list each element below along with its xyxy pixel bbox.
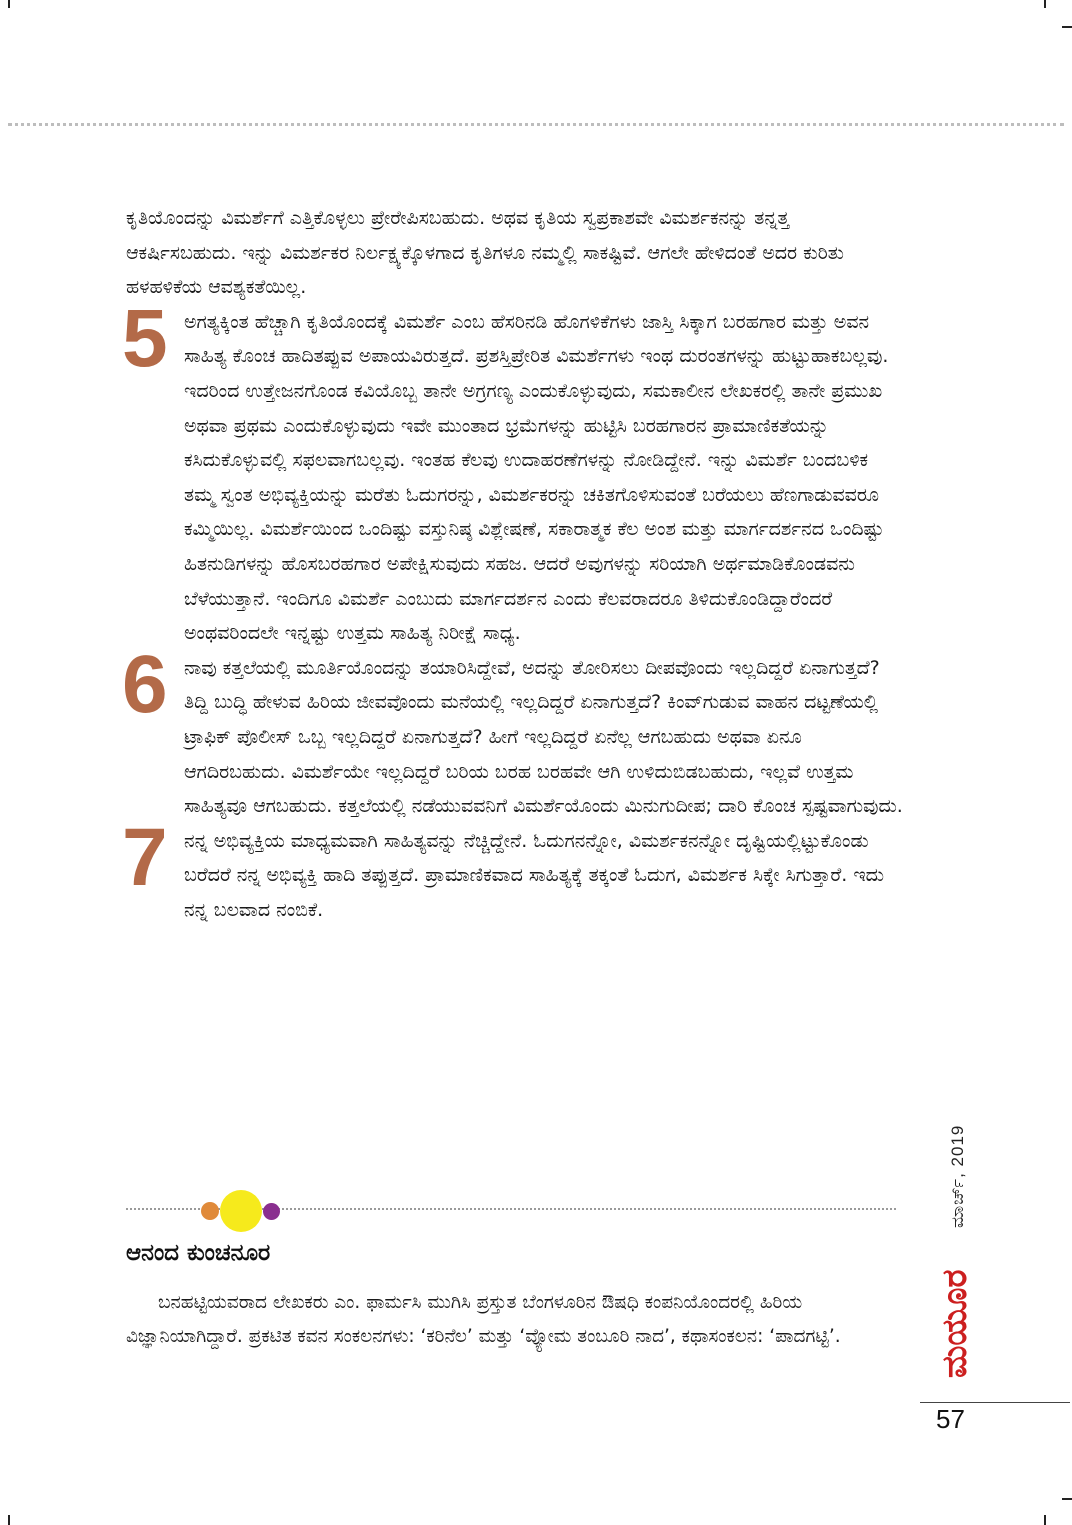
section-6 xyxy=(122,638,904,824)
section-text: ನನ್ನ ಅಭಿವ್ಯಕ್ತಿಯ ಮಾಧ್ಯಮವಾಗಿ ಸಾಹಿತ್ಯವನ್ನು ನೆಚ್ಚಿದ್ದೇನೆ. ಓದುಗನನ್ನೋ, ವಿಮರ್ಶಕನನ್ನೋ ದೃಷ್ಟಿಯಲ್ಲಿಟ್ಟುಕೊಂಡು ಬರೆದರೆ ನನ್ನ ಅಭಿವ್ಯಕ್ತಿ ಹಾದಿ ತಪ್ಪುತ್ತದೆ. ಪ್ರಾಮಾಣಿಕವಾದ ಸಾಹಿತ್ಯಕ್ಕೆ ತಕ್ಕಂತೆ ಓದುಗ, ವಿಮರ್ಶಕ ಸಿಕ್ಕೇ ಸಿಗುತ್ತಾರೆ. ಇದು ನನ್ನ ಬಲವಾದ ನಂಬಿಕೆ. xyxy=(184,829,884,921)
article-body xyxy=(122,201,904,927)
top-dotted-rule xyxy=(8,123,1064,126)
page-number: 57 xyxy=(936,1404,965,1434)
section-number: 6 xyxy=(122,638,168,730)
magazine-brand: ಮಯೂರ xyxy=(935,1269,975,1378)
purple-dot-icon xyxy=(263,1203,280,1220)
crop-mark-top-left xyxy=(8,0,10,8)
page-number-rule xyxy=(920,1402,1070,1403)
author-name: ಆನಂದ ಕುಂಚನೂರ xyxy=(126,1240,271,1266)
intro-paragraph: ಕೃತಿಯೊಂದನ್ನು ವಿಮರ್ಶೆಗೆ ಎತ್ತಿಕೊಳ್ಳಲು ಪ್ರೇರೇಪಿಸಬಹುದು. ಅಥವ ಕೃತಿಯ ಸ್ವಪ್ರಕಾಶವೇ ವಿಮರ್ಶಕನನ್ನು ತನ್ನತ್ತ ಆಕರ್ಷಿಸಬಹುದು. ಇನ್ನು ವಿಮರ್ಶಕರ ನಿರ್ಲಕ್ಷ್ಯಕ್ಕೊಳಗಾದ ಕೃತಿಗಳೂ ನಮ್ಮಲ್ಲಿ ಸಾಕಷ್ಟಿವೆ. ಆಗಲೇ ಹೇಳಿದಂತೆ ಅದರ ಕುರಿತು ಹಳಹಳಿಕೆಯ ಆವಶ್ಯಕತೆಯಿಲ್ಲ. xyxy=(126,207,844,299)
section-text: ನಾವು ಕತ್ತಲೆಯಲ್ಲಿ ಮೂರ್ತಿಯೊಂದನ್ನು ತಯಾರಿಸಿದ್ದೇವೆ, ಅದನ್ನು ತೋರಿಸಲು ದೀಪವೊಂದು ಇಲ್ಲದಿದ್ದರೆ ಏನಾಗುತ್ತದೆ? ತಿದ್ದಿ ಬುದ್ಧಿ ಹೇಳುವ ಹಿರಿಯ ಜೀವವೊಂದು ಮನೆಯಲ್ಲಿ ಇಲ್ಲದಿದ್ದರೆ ಏನಾಗುತ್ತದೆ? ಕಿಂವ್‌ಗುಡುವ ವಾಹನ ದಟ್ಟಣೆಯಲ್ಲಿ ಟ್ರಾಫಿಕ್ ಪೊಲೀಸ್ ಒಬ್ಬ ಇಲ್ಲದಿದ್ದರೆ ಏನಾಗುತ್ತದೆ? ಹೀಗೆ ಇಲ್ಲದಿದ್ದರೆ ಏನೆಲ್ಲ ಆಗಬಹುದು ಅಥವಾ ಏನೂ ಆಗದಿರಬಹುದು. ವಿಮರ್ಶೆಯೇ ಇಲ್ಲದಿದ್ದರೆ ಬರಿಯ ಬರಹ ಬರಹವೇ ಆಗಿ ಉಳಿದುಬಿಡಬಹುದು, ಇಲ್ಲವೆ ಉತ್ತಮ ಸಾಹಿತ್ಯವೂ ಆಗಬಹುದು. ಕತ್ತಲೆಯಲ್ಲಿ ನಡೆಯುವವನಿಗೆ ವಿಮರ್ಶೆಯೊಂದು ಮಿನುಗುದೀಪ; ದಾರಿ ಕೊಂಚ ಸ್ಪಷ್ಟವಾಗುವುದು. xyxy=(184,656,903,818)
section-5 xyxy=(122,292,904,651)
crop-mark-bottom-right xyxy=(1044,1515,1046,1525)
section-7 xyxy=(122,811,904,928)
crop-mark-bottom-left xyxy=(8,1515,10,1525)
orange-dot-icon xyxy=(201,1202,219,1220)
crop-mark-right-top xyxy=(1062,26,1072,28)
section-number: 5 xyxy=(122,292,168,384)
issue-date: ಮಾರ್ಚ್, 2019 xyxy=(948,1124,967,1228)
section-number: 7 xyxy=(122,811,168,903)
author-bio: ಬನಹಟ್ಟಿಯವರಾದ ಲೇಖಕರು ಎಂ. ಫಾರ್ಮಸಿ ಮುಗಿಸಿ ಪ್ರಸ್ತುತ ಬೆಂಗಳೂರಿನ ಔಷಧಿ ಕಂಪನಿಯೊಂದರಲ್ಲಿ ಹಿರಿಯ ವಿಜ್ಞಾನಿಯಾಗಿದ್ದಾರೆ. ಪ್ರಕಟಿತ ಕವನ ಸಂಕಲನಗಳು: ‘ಕರಿನೆಲ’ ಮತ್ತು ‘ವ್ಯೋಮ ತಂಬೂರಿ ನಾದ’, ಕಥಾಸಂಕಲನ: ‘ಪಾದಗಟ್ಟಿ’. xyxy=(126,1292,841,1347)
yellow-dot-icon xyxy=(220,1190,262,1232)
crop-mark-top-right xyxy=(1044,0,1046,8)
section-text: ಅಗತ್ಯಕ್ಕಿಂತ ಹೆಚ್ಚಾಗಿ ಕೃತಿಯೊಂದಕ್ಕೆ ವಿಮರ್ಶೆ ಎಂಬ ಹೆಸರಿನಡಿ ಹೊಗಳಿಕೆಗಳು ಜಾಸ್ತಿ ಸಿಕ್ಕಾಗ ಬರಹಗಾರ ಮತ್ತು ಅವನ ಸಾಹಿತ್ಯ ಕೊಂಚ ಹಾದಿತಪ್ಪುವ ಅಪಾಯವಿರುತ್ತದೆ. ಪ್ರಶಸ್ತಿಪ್ರೇರಿತ ವಿಮರ್ಶೆಗಳು ಇಂಥ ದುರಂತಗಳನ್ನು ಹುಟ್ಟುಹಾಕಬಲ್ಲವು. ಇದರಿಂದ ಉತ್ತೇಜನಗೊಂಡ ಕವಿಯೊಬ್ಬ ತಾನೇ ಅಗ್ರಗಣ್ಯ ಎಂದುಕೊಳ್ಳುವುದು, ಸಮಕಾಲೀನ ಲೇಖಕರಲ್ಲಿ ತಾನೇ ಪ್ರಮುಖ ಅಥವಾ ಪ್ರಥಮ ಎಂದುಕೊಳ್ಳುವುದು ಇವೇ ಮುಂತಾದ ಭ್ರಮೆಗಳನ್ನು ಹುಟ್ಟಿಸಿ ಬರಹಗಾರನ ಪ್ರಾಮಾಣಿಕತೆಯನ್ನು ಕಸಿದುಕೊಳ್ಳುವಲ್ಲಿ ಸಫಲವಾಗಬಲ್ಲವು. ಇಂತಹ ಕೆಲವು ಉದಾಹರಣೆಗಳನ್ನು ನೋಡಿದ್ದೇನೆ. ಇನ್ನು ವಿಮರ್ಶೆ ಬಂದಬಳಿಕ ತಮ್ಮ ಸ್ವಂತ ಅಭಿವ್ಯಕ್ತಿಯನ್ನು ಮರೆತು ಓದುಗರನ್ನು, ವಿಮರ್ಶಕರನ್ನು ಚಕಿತಗೊಳಿಸುವಂತೆ ಬರೆಯಲು ಹೆಣಗಾಡುವವರೂ ಕಮ್ಮಿಯಿಲ್ಲ. ವಿಮರ್ಶೆಯಿಂದ ಒಂದಿಷ್ಟು ವಸ್ತುನಿಷ್ಠ ವಿಶ್ಲೇಷಣೆ, ಸಕಾರಾತ್ಮಕ ಕೆಲ ಅಂಶ ಮತ್ತು ಮಾರ್ಗದರ್ಶನದ ಒಂದಿಷ್ಟು ಹಿತನುಡಿಗಳನ್ನು ಹೊಸಬರಹಗಾರ ಅಪೇಕ್ಷಿಸುವುದು ಸಹಜ. ಆದರೆ ಅವುಗಳನ್ನು ಸರಿಯಾಗಿ ಅರ್ಥಮಾಡಿಕೊಂಡವನು ಬೆಳೆಯುತ್ತಾನೆ. ಇಂದಿಗೂ ವಿಮರ್ಶೆ ಎಂಬುದು ಮಾರ್ಗದರ್ಶನ ಎಂದು ಕೆಲವರಾದರೂ ತಿಳಿದುಕೊಂಡಿದ್ದಾರೆಂದರೆ ಅಂಥವರಿಂದಲೇ ಇನ್ನಷ್ಟು ಉತ್ತಮ ಸಾಹಿತ್ಯ ನಿರೀಕ್ಷೆ ಸಾಧ್ಯ. xyxy=(184,310,889,645)
crop-mark-right-bottom xyxy=(1062,1498,1072,1500)
